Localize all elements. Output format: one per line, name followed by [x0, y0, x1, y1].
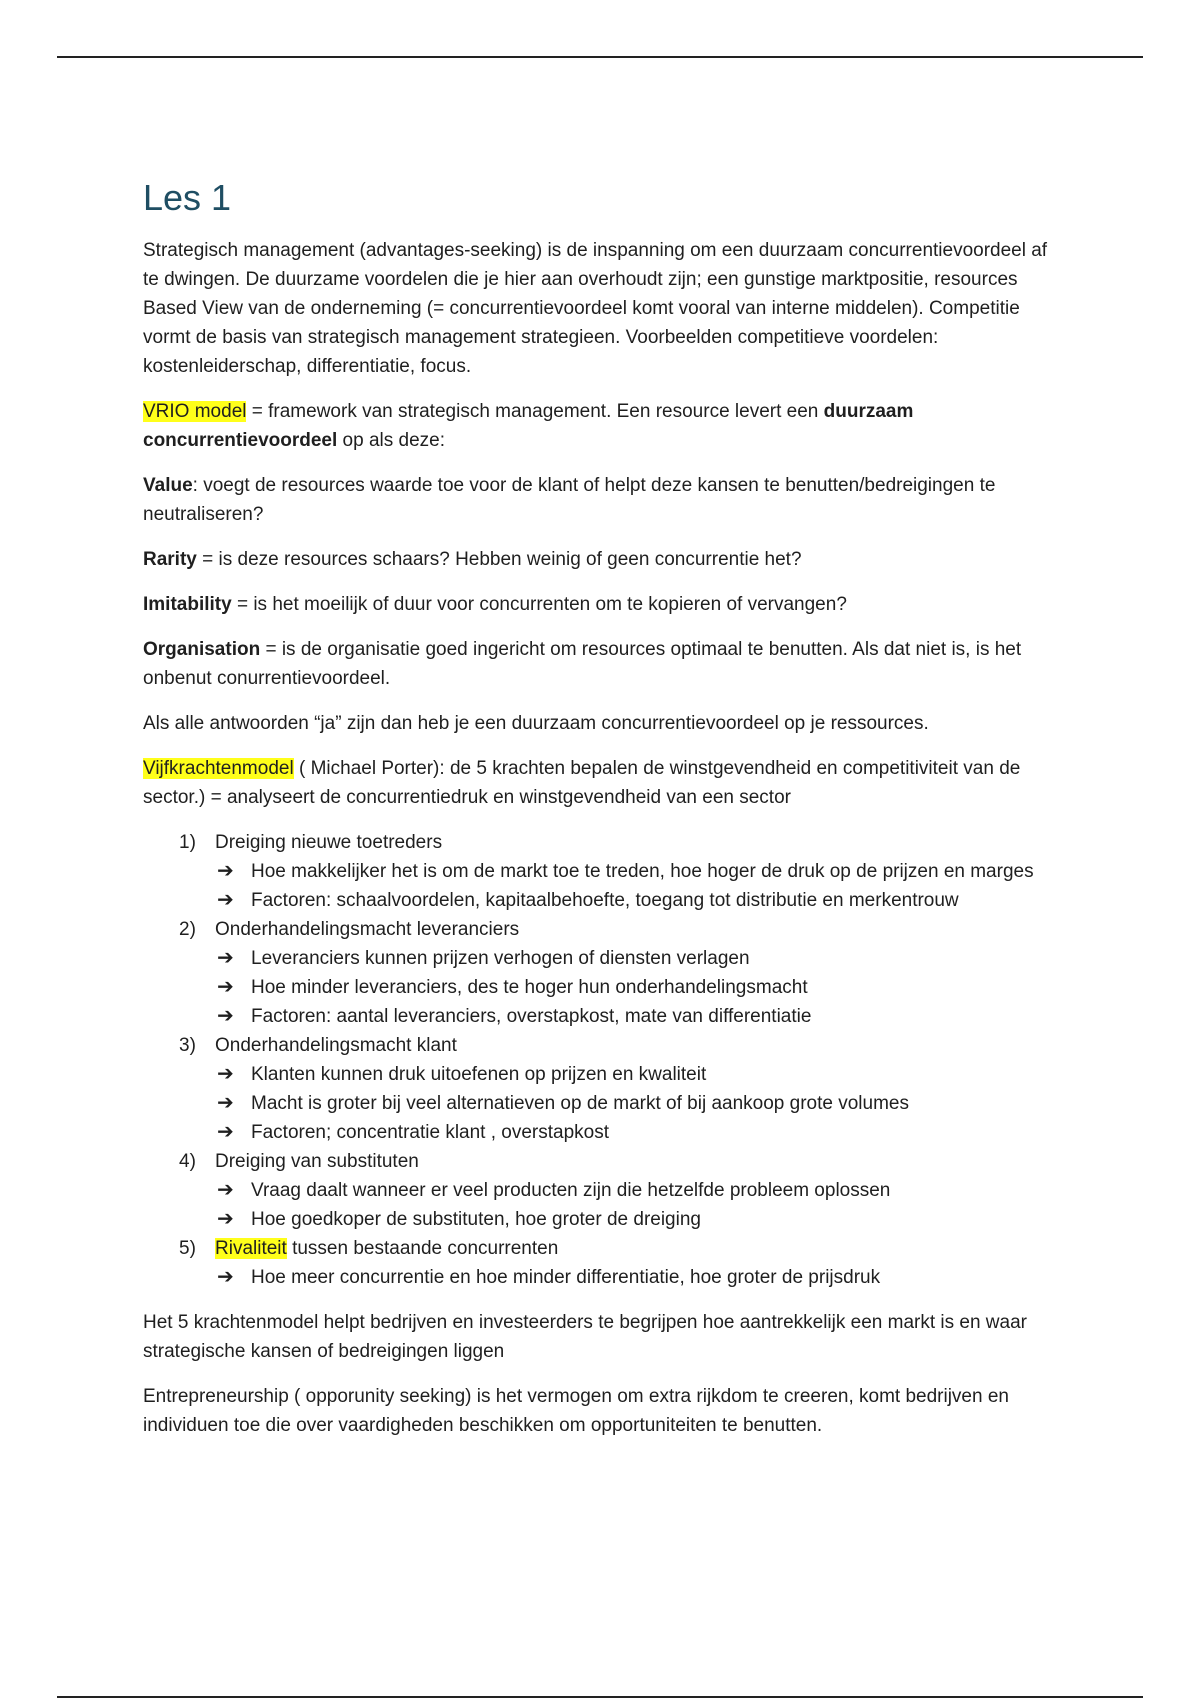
vrio-highlight: VRIO model	[143, 401, 247, 422]
list-item	[143, 915, 1063, 1031]
list-number: 5)	[179, 1238, 196, 1259]
force-points	[215, 944, 1063, 1031]
porter-text: ( Michael Porter): de 5 krachten bepalen de winstgevendheid en competitiviteit van de sector.) = analyseert de concurrentiedruk en winstgevendheid van een sector	[143, 758, 1021, 808]
vrio-term: Value	[143, 475, 193, 496]
list-item: ➔ Hoe minder leveranciers, des te hoger hun onderhandelingsmacht	[215, 973, 1063, 1002]
list-number: 4)	[179, 1151, 196, 1172]
list-item: ➔ Factoren; concentratie klant , overstapkost	[215, 1118, 1063, 1147]
force-points	[215, 1263, 1063, 1292]
force-label: Dreiging van substituten	[215, 1151, 419, 1172]
porter-highlight: Vijfkrachtenmodel	[143, 758, 294, 779]
force-label: Dreiging nieuwe toetreders	[215, 832, 443, 853]
arrow-right-icon: ➔	[217, 1179, 234, 1201]
vrio-imitability	[143, 590, 1063, 619]
list-number: 3)	[179, 1035, 196, 1056]
list-item: ➔ Leveranciers kunnen prijzen verhogen of diensten verlagen	[215, 944, 1063, 973]
list-item: ➔ Vraag daalt wanneer er veel producten zijn die hetzelfde probleem oplossen	[215, 1176, 1063, 1205]
force-points	[215, 1176, 1063, 1234]
force-label: tussen bestaande concurrenten	[286, 1238, 559, 1259]
list-item: ➔ Hoe makkelijker het is om de markt toe te treden, hoe hoger de druk op de prijzen en marges	[215, 857, 1063, 886]
list-item: ➔ Hoe goedkoper de substituten, hoe groter de dreiging	[215, 1205, 1063, 1234]
header-rule	[57, 56, 1143, 58]
arrow-right-icon: ➔	[217, 1092, 234, 1114]
vrio-value	[143, 471, 1063, 529]
entrepreneurship-paragraph: Entrepreneurship ( opporunity seeking) is het vermogen om extra rijkdom te creeren, komt bedrijven en individuen toe die over vaardigheden beschikken om opportuniteiten te benutten.	[143, 1386, 1009, 1436]
vrio-conclusion: Als alle antwoorden “ja” zijn dan heb je een duurzaam concurrentievoordeel op je ressources.	[143, 713, 929, 734]
vrio-definition	[143, 397, 1063, 455]
arrow-right-icon: ➔	[217, 1005, 234, 1027]
vrio-organisation	[143, 635, 1063, 693]
arrow-right-icon: ➔	[217, 976, 234, 998]
list-item	[143, 828, 1063, 915]
porter-definition	[143, 754, 1063, 812]
list-number: 2)	[179, 919, 196, 940]
vrio-term: Organisation	[143, 639, 261, 660]
vrio-term: Rarity	[143, 549, 197, 570]
arrow-right-icon: ➔	[217, 860, 234, 882]
vrio-text: = framework van strategisch management. Een resource levert een	[246, 401, 824, 422]
arrow-right-icon: ➔	[217, 1063, 234, 1085]
arrow-right-icon: ➔	[217, 889, 234, 911]
list-item: ➔ Macht is groter bij veel alternatieven op de markt of bij aankoop grote volumes	[215, 1089, 1063, 1118]
vrio-rarity	[143, 545, 1063, 574]
arrow-right-icon: ➔	[217, 1266, 234, 1288]
rivaliteit-highlight: Rivaliteit	[215, 1238, 287, 1259]
vrio-bold-term: duurzaam concurrentievoordeel	[143, 401, 914, 451]
summary-paragraph: Het 5 krachtenmodel helpt bedrijven en investeerders te begrijpen hoe aantrekkelijk een markt is en waar strategische kansen of bedreigingen liggen	[143, 1312, 1027, 1362]
list-item	[143, 1031, 1063, 1147]
list-item	[143, 1234, 1063, 1292]
arrow-right-icon: ➔	[217, 1121, 234, 1143]
list-item: ➔ Factoren: aantal leveranciers, overstapkost, mate van differentiatie	[215, 1002, 1063, 1031]
footer-rule	[57, 1696, 1143, 1698]
vrio-description: : voegt de resources waarde toe voor de klant of helpt deze kansen te benutten/bedreigingen te neutraliseren?	[143, 475, 996, 525]
force-points	[215, 857, 1063, 915]
force-label: Onderhandelingsmacht leveranciers	[215, 919, 520, 940]
vrio-text-after: op als deze:	[337, 430, 446, 451]
document-body	[143, 176, 1063, 1456]
arrow-right-icon: ➔	[217, 1208, 234, 1230]
vrio-description: = is het moeilijk of duur voor concurrenten om te kopieren of vervangen?	[231, 594, 847, 615]
vrio-term: Imitability	[143, 594, 232, 615]
five-forces-list	[143, 828, 1063, 1292]
force-points	[215, 1060, 1063, 1147]
vrio-description: = is de organisatie goed ingericht om resources optimaal te benutten. Als dat niet is, is het onbenut conurrentievoordeel.	[143, 639, 1022, 689]
intro-paragraph: Strategisch management (advantages-seeking) is de inspanning om een duurzaam concurrentievoordeel af te dwingen. De duurzame voordelen die je hier aan overhoudt zijn; een gunstige marktpositie, resources Based View van de onderneming (= concurrentievoordeel komt vooral van interne middelen). Competitie vormt de basis van strategisch management strategieen. Voorbeelden competitieve voordelen: kostenleiderschap, differentiatie, focus.	[143, 240, 1048, 377]
list-number: 1)	[179, 832, 196, 853]
list-item: ➔ Klanten kunnen druk uitoefenen op prijzen en kwaliteit	[215, 1060, 1063, 1089]
list-item: ➔ Factoren: schaalvoordelen, kapitaalbehoefte, toegang tot distributie en merkentrouw	[215, 886, 1063, 915]
force-label: Onderhandelingsmacht klant	[215, 1035, 457, 1056]
list-item	[143, 1147, 1063, 1234]
arrow-right-icon: ➔	[217, 947, 234, 969]
vrio-description: = is deze resources schaars? Hebben weinig of geen concurrentie het?	[196, 549, 802, 570]
page-title: Les 1	[143, 177, 232, 218]
list-item: ➔ Hoe meer concurrentie en hoe minder differentiatie, hoe groter de prijsdruk	[215, 1263, 1063, 1292]
